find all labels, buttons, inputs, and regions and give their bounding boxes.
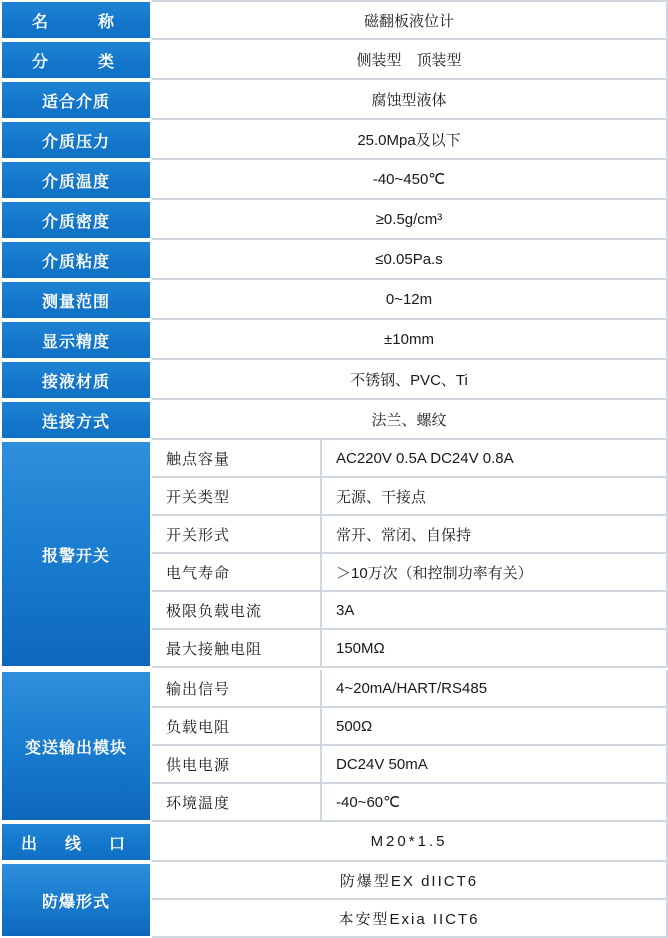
row-value-viscosity: ≤0.05Pa.s xyxy=(152,240,668,280)
row-value-connection: 法兰、螺纹 xyxy=(152,400,668,440)
row-label-pressure: 介质压力 xyxy=(0,120,152,160)
sub-key-limit-load-current: 极限负载电流 xyxy=(152,592,322,630)
group-content-transmitter xyxy=(152,670,668,822)
sub-value-output-signal: 4~20mA/HART/RS485 xyxy=(322,670,668,708)
row-label-wetted-material: 接液材质 xyxy=(0,360,152,400)
table-row xyxy=(0,200,668,240)
table-row xyxy=(0,280,668,320)
explosion-proof-value-ex: 防爆型EX dIICT6 xyxy=(152,862,668,900)
row-value-wetted-material: 不锈钢、PVC、Ti xyxy=(152,360,668,400)
sub-value-load-resistance: 500Ω xyxy=(322,708,668,746)
sub-key-output-signal: 输出信号 xyxy=(152,670,322,708)
row-label-name: 名 称 xyxy=(0,0,152,40)
row-label-category: 分 类 xyxy=(0,40,152,80)
transmitter-subtable xyxy=(152,670,668,822)
list-item xyxy=(152,554,668,592)
sub-key-electrical-life: 电气寿命 xyxy=(152,554,322,592)
sub-value-ambient-temperature: -40~60℃ xyxy=(322,784,668,822)
row-value-accuracy: ±10mm xyxy=(152,320,668,360)
list-item xyxy=(152,746,668,784)
row-value-category: 侧装型 顶装型 xyxy=(152,40,668,80)
table-row xyxy=(0,40,668,80)
sub-key-load-resistance: 负载电阻 xyxy=(152,708,322,746)
row-label-accuracy: 显示精度 xyxy=(0,320,152,360)
list-item xyxy=(152,784,668,822)
list-item xyxy=(152,478,668,516)
row-label-medium: 适合介质 xyxy=(0,80,152,120)
sub-key-contact-capacity: 触点容量 xyxy=(152,440,322,478)
table-row xyxy=(0,0,668,40)
list-item xyxy=(152,670,668,708)
table-row xyxy=(0,80,668,120)
list-item xyxy=(152,862,668,900)
list-item xyxy=(152,516,668,554)
table-row xyxy=(0,320,668,360)
sub-key-power-supply: 供电电源 xyxy=(152,746,322,784)
row-value-outlet: M20*1.5 xyxy=(152,822,668,862)
sub-value-max-contact-resistance: 150MΩ xyxy=(322,630,668,668)
table-row xyxy=(0,360,668,400)
group-label-alarm-switch: 报警开关 xyxy=(0,440,152,668)
group-label-transmitter: 变送输出模块 xyxy=(0,670,152,822)
group-content-alarm-switch xyxy=(152,440,668,668)
table-row xyxy=(0,240,668,280)
sub-value-switch-type: 无源、干接点 xyxy=(322,478,668,516)
row-value-name: 磁翻板液位计 xyxy=(152,0,668,40)
sub-key-switch-type: 开关类型 xyxy=(152,478,322,516)
table-group-row-alarm-switch xyxy=(0,440,668,668)
explosion-proof-subtable xyxy=(152,862,668,938)
row-value-temperature: -40~450℃ xyxy=(152,160,668,200)
sub-key-max-contact-resistance: 最大接触电阻 xyxy=(152,630,322,668)
table-row xyxy=(0,120,668,160)
sub-value-limit-load-current: 3A xyxy=(322,592,668,630)
explosion-proof-value-exia: 本安型Exia IICT6 xyxy=(152,900,668,938)
group-content-explosion-proof xyxy=(152,862,668,938)
row-label-temperature: 介质温度 xyxy=(0,160,152,200)
sub-value-contact-capacity: AC220V 0.5A DC24V 0.8A xyxy=(322,440,668,478)
row-value-range: 0~12m xyxy=(152,280,668,320)
row-value-density: ≥0.5g/cm³ xyxy=(152,200,668,240)
row-value-medium: 腐蚀型液体 xyxy=(152,80,668,120)
sub-key-switch-form: 开关形式 xyxy=(152,516,322,554)
list-item xyxy=(152,592,668,630)
list-item xyxy=(152,708,668,746)
table-group-row-transmitter xyxy=(0,670,668,822)
alarm-switch-subtable xyxy=(152,440,668,668)
row-label-outlet: 出 线 口 xyxy=(0,822,152,862)
list-item xyxy=(152,900,668,938)
list-item xyxy=(152,630,668,668)
list-item xyxy=(152,440,668,478)
group-label-explosion-proof: 防爆形式 xyxy=(0,862,152,938)
row-value-pressure: 25.0Mpa及以下 xyxy=(152,120,668,160)
row-label-viscosity: 介质粘度 xyxy=(0,240,152,280)
sub-value-power-supply: DC24V 50mA xyxy=(322,746,668,784)
table-row xyxy=(0,160,668,200)
table-group-row-explosion-proof xyxy=(0,862,668,938)
table-row-outlet xyxy=(0,822,668,862)
sub-value-electrical-life: ＞10万次（和控制功率有关） xyxy=(322,554,668,592)
row-label-density: 介质密度 xyxy=(0,200,152,240)
row-label-connection: 连接方式 xyxy=(0,400,152,440)
row-label-range: 测量范围 xyxy=(0,280,152,320)
table-row xyxy=(0,400,668,440)
sub-key-ambient-temperature: 环境温度 xyxy=(152,784,322,822)
sub-value-switch-form: 常开、常闭、自保持 xyxy=(322,516,668,554)
